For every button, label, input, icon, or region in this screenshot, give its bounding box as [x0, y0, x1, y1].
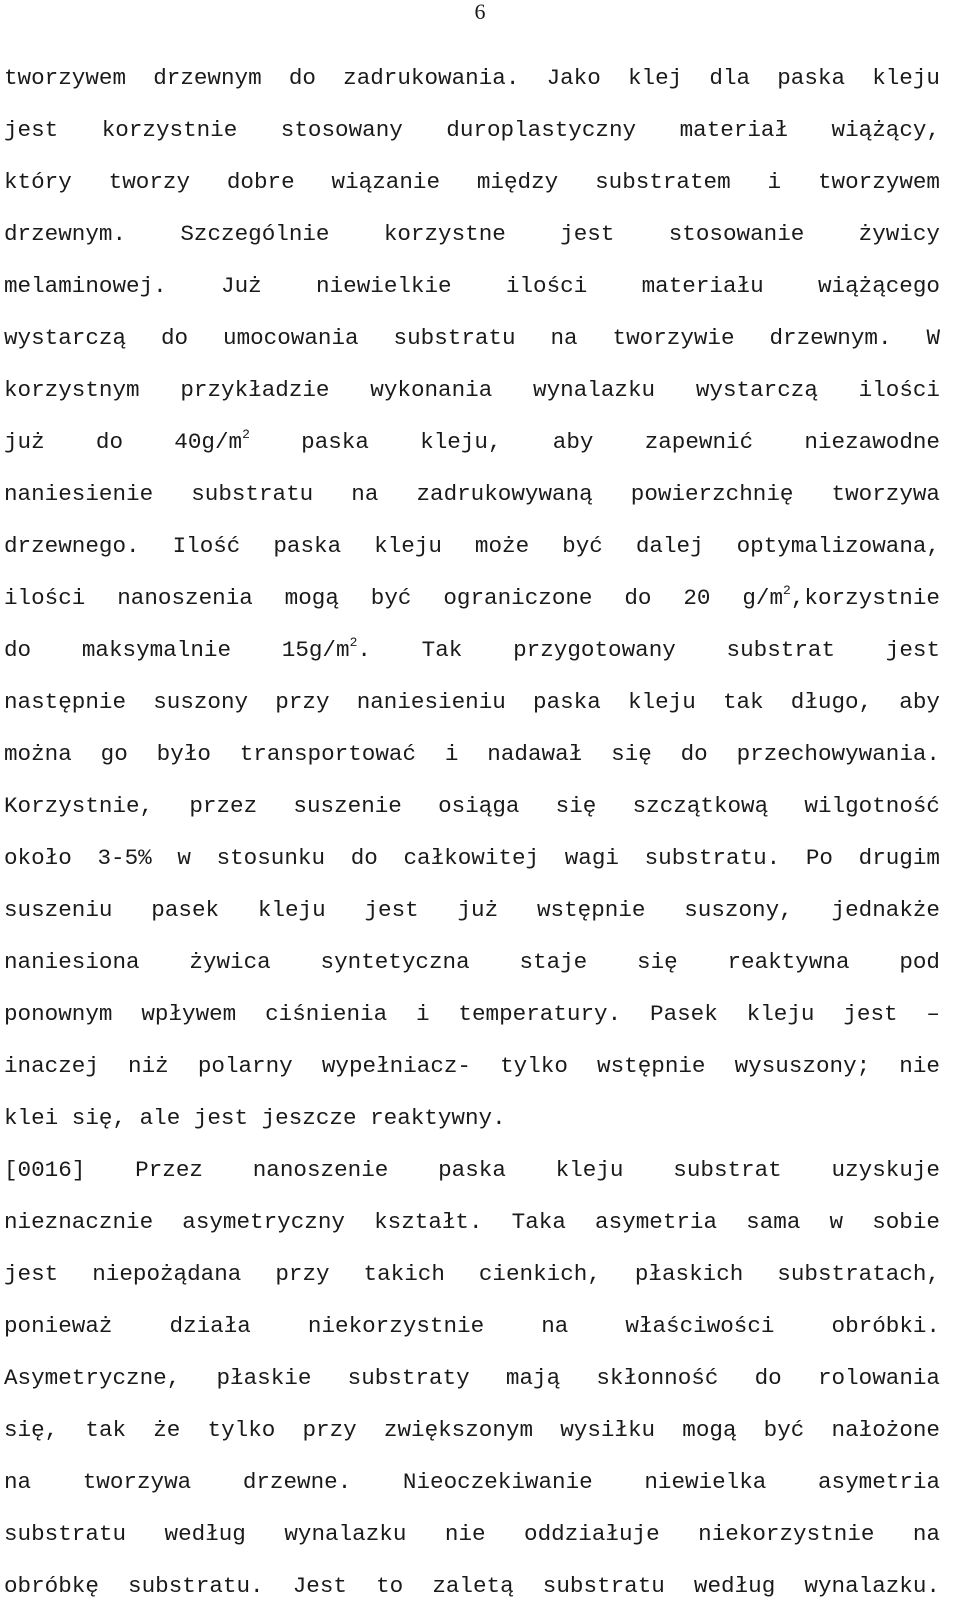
- text-line: korzystnym przykładzie wykonania wynalazku wystarczą ilości: [4, 377, 940, 403]
- text-line: obróbkę substratu. Jest to zaletą substratu według wynalazku.: [4, 1573, 940, 1599]
- text-line: około 3-5% w stosunku do całkowitej wagi substratu. Po drugim: [4, 845, 940, 871]
- text-line: melaminowej. Już niewielkie ilości materiału wiążącego: [4, 273, 940, 299]
- text-line: nieznacznie asymetryczny kształt. Taka asymetria sama w sobie: [4, 1209, 940, 1235]
- text-line: na tworzywa drzewne. Nieoczekiwanie niewielka asymetria: [4, 1469, 940, 1495]
- text-line: jest niepożądana przy takich cienkich, płaskich substratach,: [4, 1261, 940, 1287]
- text-line: [4, 416, 940, 468]
- text-line: tworzywem drzewnym do zadrukowania. Jako klej dla paska kleju: [4, 65, 940, 91]
- text-line: Asymetryczne, płaskie substraty mają skłonność do rolowania: [4, 1365, 940, 1391]
- text-line: substratu według wynalazku nie oddziałuje niekorzystnie na: [4, 1521, 940, 1547]
- text-segment: paska kleju, aby zapewnić niezawodne: [249, 429, 940, 455]
- text-line: ponownym wpływem ciśnienia i temperatury. Pasek kleju jest –: [4, 1001, 940, 1027]
- text-line: drzewnego. Ilość paska kleju może być dalej optymalizowana,: [4, 533, 940, 559]
- text-line: naniesienie substratu na zadrukowywaną powierzchnię tworzywa: [4, 481, 940, 507]
- text-segment: już do 40g/m: [4, 429, 243, 455]
- body-text: [4, 52, 940, 1612]
- text-line: się, tak że tylko przy zwiększonym wysiłku mogą być nałożone: [4, 1417, 940, 1443]
- text-line: [0016] Przez nanoszenie paska kleju substrat uzyskuje: [4, 1157, 940, 1183]
- text-segment: do maksymalnie 15g/m: [4, 637, 350, 663]
- text-line: można go było transportować i nadawał się do przechowywania.: [4, 741, 940, 767]
- text-line: [4, 572, 940, 624]
- text-line: inaczej niż polarny wypełniacz- tylko wstępnie wysuszony; nie: [4, 1053, 940, 1079]
- text-line: drzewnym. Szczególnie korzystne jest stosowanie żywicy: [4, 221, 940, 247]
- text-segment: ,korzystnie: [790, 585, 940, 611]
- text-line: suszeniu pasek kleju jest już wstępnie suszony, jednakże: [4, 897, 940, 923]
- text-segment: ilości nanoszenia mogą być ograniczone do 20 g/m: [4, 585, 784, 611]
- text-line: ponieważ działa niekorzystnie na właściwości obróbki.: [4, 1313, 940, 1339]
- superscript-exponent: 2: [349, 635, 358, 650]
- text-line: który tworzy dobre wiązanie między substratem i tworzywem: [4, 169, 940, 195]
- text-segment: . Tak przygotowany substrat jest: [357, 637, 941, 663]
- page-number: 6: [474, 0, 486, 24]
- superscript-exponent: 2: [242, 427, 250, 442]
- text-line: Korzystnie, przez suszenie osiąga się szczątkową wilgotność: [4, 793, 940, 819]
- text-line: [4, 624, 940, 676]
- text-line: wystarczą do umocowania substratu na tworzywie drzewnym. W: [4, 325, 940, 351]
- superscript-exponent: 2: [783, 583, 791, 598]
- text-line: następnie suszony przy naniesieniu paska kleju tak długo, aby: [4, 689, 940, 715]
- text-line: naniesiona żywica syntetyczna staje się reaktywna pod: [4, 949, 940, 975]
- text-line: klei się, ale jest jeszcze reaktywny.: [4, 1105, 506, 1131]
- text-line: jest korzystnie stosowany duroplastyczny materiał wiążący,: [4, 117, 940, 143]
